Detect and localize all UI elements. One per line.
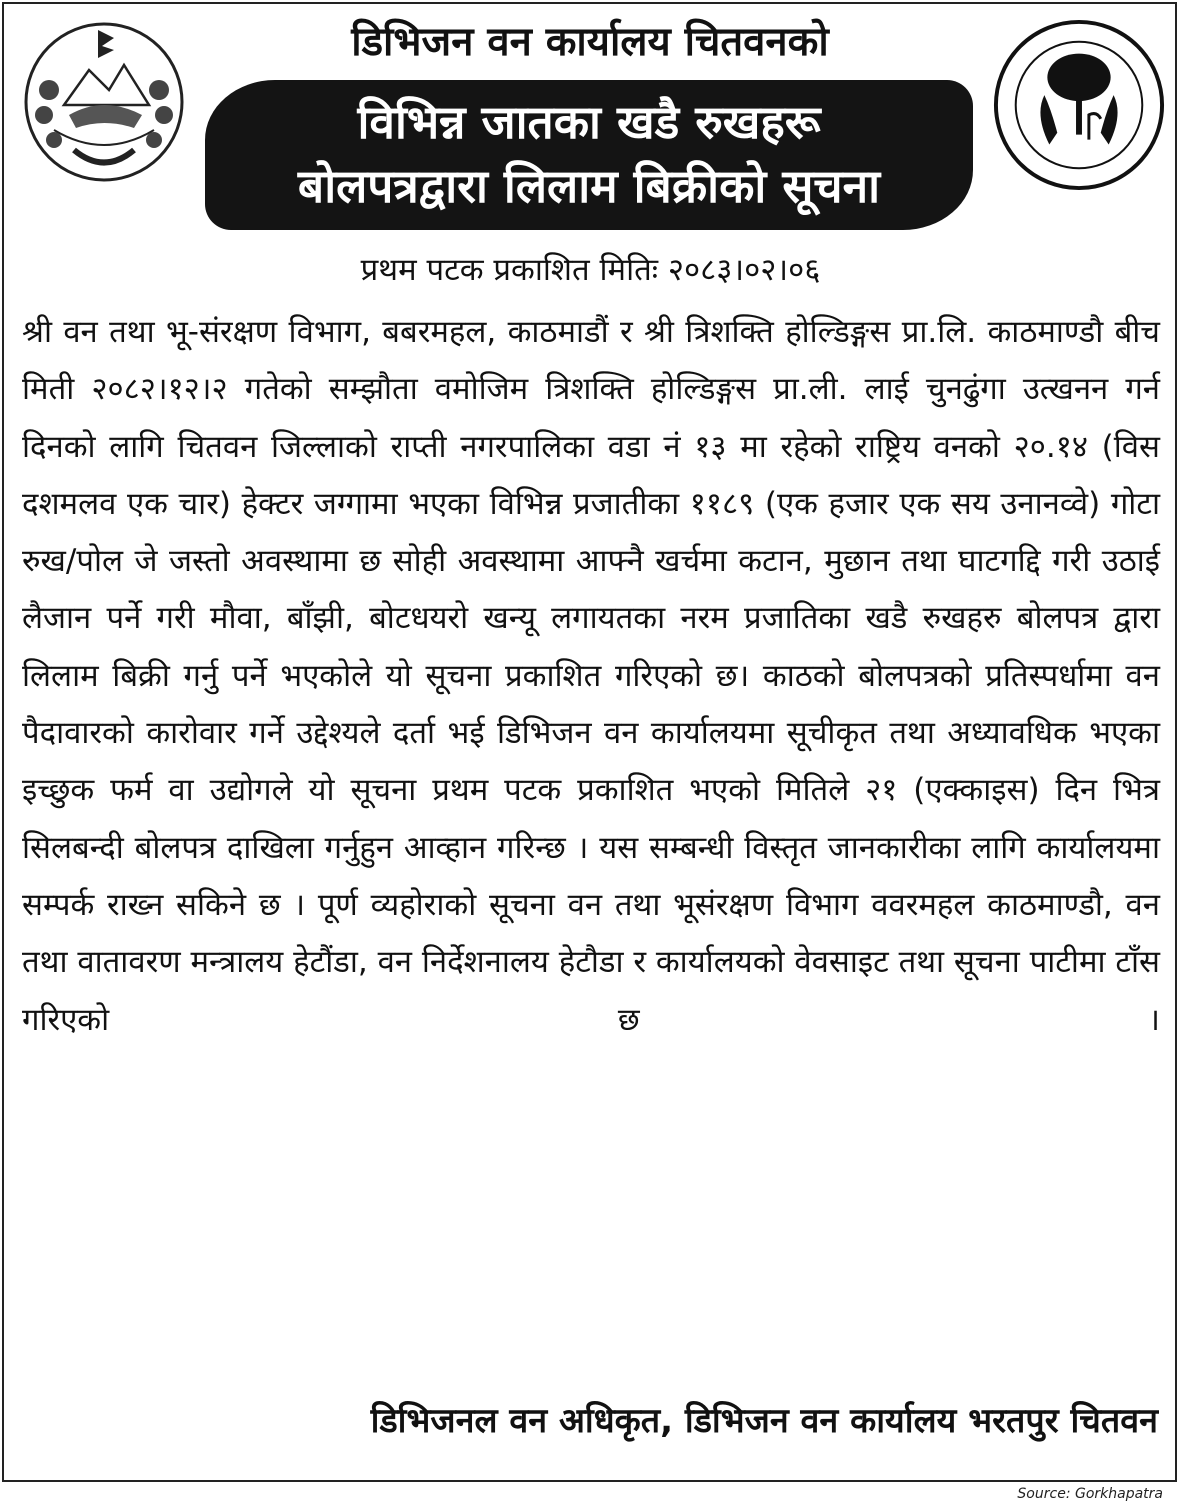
publication-date: प्रथम पटक प्रकाशित मितिः २०८३।०२।०६ xyxy=(360,252,821,288)
notice-body: श्री वन तथा भू-संरक्षण विभाग, बबरमहल, काठमाडौं र श्री त्रिशक्ति होल्डिङ्गस प्रा.लि. काठमाण्डौ बीच मिती २०८२।१२।२ गतेको सम्झौता वमोजिम त्रिशक्ति होल्डिङ्गस प्रा.ली. लाई चुनढुंगा उत्खनन गर्न दिनको लागि चितवन जिल्लाको राप्ती नगरपालिका वडा नं १३ मा रहेको राष्ट्रिय वनको २०.१४ (विस दशमलव एक चार) हेक्टर जग्गामा भएका विभिन्न प्रजातीका ११८९ (एक हजार एक सय उनानव्वे) गोटा रुख/पोल जे जस्तो अवस्थामा छ सोही अवस्थामा आफ्नै खर्चमा कटान, मुछान तथा घाटगद्दि गरी उठाई लैजान पर्ने गरी मौवा, बाँझी, बोटधयरो खन्यू लगायतका नरम प्रजातिका खडै रुखहरु बोलपत्र द्वारा लिलाम बिक्री गर्नु पर्ने भएकोले यो सूचना प्रकाशित गरिएको छ। काठको बोलपत्रको प्रतिस्पर्धामा वन पैदावारको कारोवार गर्ने उद्देश्यले दर्ता भई डिभिजन वन कार्यालयमा सूचीकृत तथा अध्यावधिक भएका इच्छुक फर्म वा उद्योगले यो सूचना प्रथम पटक प्रकाशित भएको मितिले २१ (एक्काइस) दिन भित्र सिलबन्दी बोलपत्र दाखिला गर्नुहुन आव्हान गरिन्छ । यस सम्बन्धी विस्तृत जानकारीका लागि कार्यालयमा सम्पर्क राख्न सकिने छ । पूर्ण व्यहोराको सूचना वन तथा भूसंरक्षण विभाग ववरमहल काठमाण्डौ, वन तथा वातावरण मन्त्रालय हेटौंडा, वन निर्देशनालय हेटौडा र कार्यालयको वेवसाइट तथा सूचना पाटीमा टाँस गरिएको छ । xyxy=(22,314,1160,1038)
notice-title-banner xyxy=(205,80,973,230)
source-credit: Source: Gorkhapatra xyxy=(1017,1486,1163,1502)
signature-line: डिभिजनल वन अधिकृत, डिभिजन वन कार्यालय भरतपुर चितवन xyxy=(370,1401,1158,1441)
office-heading: डिभिजन वन कार्यालय चितवनको xyxy=(351,19,829,65)
forest-logo-icon xyxy=(990,16,1168,194)
notice-title-line-2: बोलपत्रद्वारा लिलाम बिक्रीको सूचना xyxy=(297,159,881,213)
nepal-government-emblem-icon xyxy=(14,10,194,190)
notice-title-line-1: विभिन्न जातका खडै रुखहरू xyxy=(357,95,821,149)
